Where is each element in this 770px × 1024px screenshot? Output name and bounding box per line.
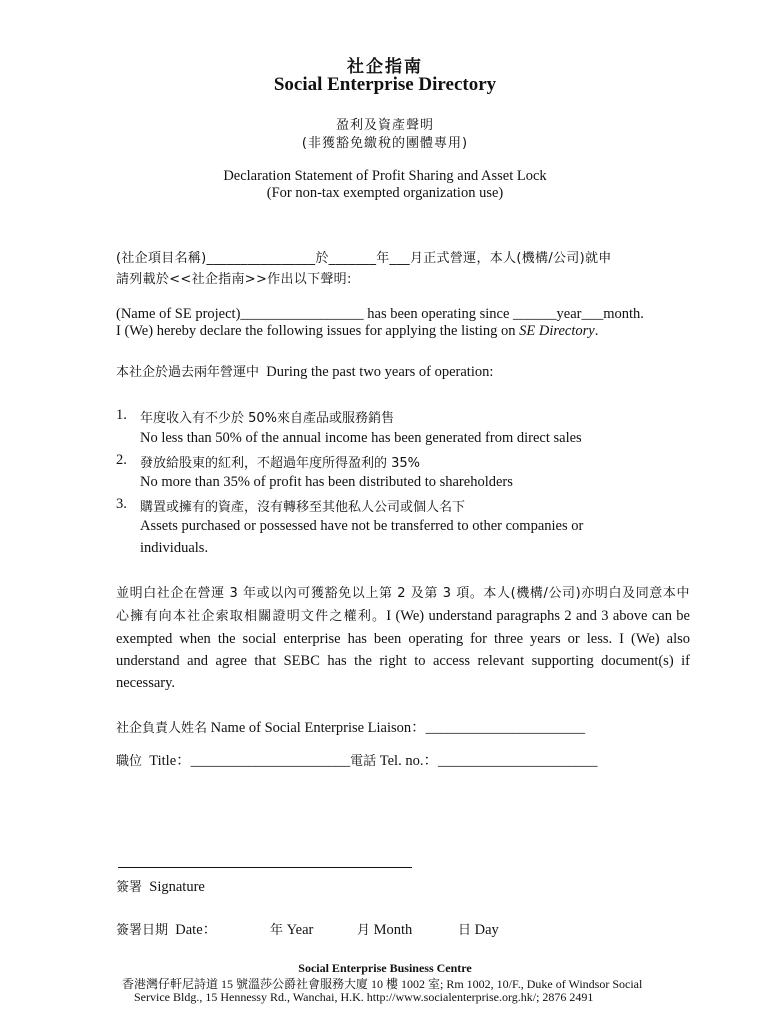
subtitle-en-2: (For non-tax exempted organization use) bbox=[266, 185, 504, 201]
liaison-row bbox=[116, 719, 585, 738]
subtitle-zh: 盈利及資產聲明 bbox=[335, 118, 434, 133]
item-3-zh: 購置或擁有的資產，沒有轉移至其他私人公司或個人名下 bbox=[140, 500, 466, 515]
period-zh: 本社企於過去兩年營運中 bbox=[116, 365, 260, 380]
title-zh: 社企指南 bbox=[347, 57, 423, 77]
item-3-en: Assets purchased or possessed have not be transferred to other companies or bbox=[140, 518, 584, 534]
year-en: Year bbox=[286, 922, 314, 938]
liaison-en[interactable]: Name of Social Enterprise Liaison：______________________ bbox=[210, 720, 586, 736]
item-3-num: 3. bbox=[116, 496, 127, 512]
subtitle-en: Declaration Statement of Profit Sharing and Asset Lock bbox=[223, 168, 547, 184]
intro-en-line1: (Name of SE project)_________________ has been operating since ______year___month. bbox=[116, 306, 644, 322]
title-zh-label: 職位 bbox=[116, 754, 143, 769]
signature-zh: 簽署 bbox=[116, 880, 143, 895]
footer-title: Social Enterprise Business Centre bbox=[298, 961, 472, 975]
tel-field[interactable]: Tel. no.：______________________ bbox=[379, 753, 598, 769]
item-1-en: No less than 50% of the annual income has been generated from direct sales bbox=[140, 430, 582, 446]
intro-zh-line1: (社企項目名稱)________________於_______年___月正式營運，本人(機構/公司)就申 bbox=[116, 251, 612, 266]
intro-en-line2 bbox=[116, 322, 598, 340]
date-month[interactable] bbox=[357, 921, 412, 940]
signature-en: Signature bbox=[149, 879, 205, 895]
footer-line1: 香港灣仔軒尼詩道 15 號溫莎公爵社會服務大廈 10 樓 1002 室; Rm 1002, 10/F., Duke of Windsor Social bbox=[122, 977, 643, 991]
period-en: During the past two years of operation: bbox=[266, 364, 494, 380]
year-zh: 年 bbox=[270, 923, 284, 938]
intro-zh-line2: 請列載於<<社企指南>>作出以下聲明: bbox=[116, 272, 352, 287]
day-zh: 日 bbox=[458, 923, 472, 938]
item-2-zh: 發放給股東的紅利，不超過年度所得盈利的 35% bbox=[140, 456, 421, 471]
title-tel-row bbox=[116, 752, 597, 771]
exemption-clause bbox=[116, 582, 690, 694]
subtitle-zh-2: (非獲豁免繳稅的團體專用) bbox=[301, 136, 469, 151]
date-label-row bbox=[116, 921, 217, 940]
date-zh: 簽署日期 bbox=[116, 923, 169, 938]
day-en: Day bbox=[474, 922, 499, 938]
date-day[interactable] bbox=[458, 921, 499, 940]
title-en: Social Enterprise Directory bbox=[273, 74, 497, 95]
title-field[interactable]: Title：______________________ bbox=[149, 753, 351, 769]
signature-row bbox=[116, 878, 205, 897]
item-1-num: 1. bbox=[116, 407, 127, 423]
item-3-en-2: individuals. bbox=[140, 540, 209, 556]
period-line bbox=[116, 363, 493, 382]
intro-en-line2-text: I (We) hereby declare the following issues for applying the listing on bbox=[116, 323, 520, 339]
item-1-zh: 年度收入有不少於 50%來自產品或服務銷售 bbox=[140, 411, 395, 426]
month-en: Month bbox=[373, 922, 413, 938]
footer-address-line2: Service Bldg., 15 Hennessy Rd., Wanchai, H.K. http://www.socialenterprise.org.hk/; 2876 2491 bbox=[134, 990, 594, 1004]
tel-zh-label: 電話 bbox=[350, 754, 377, 769]
intro-en-line2-end: . bbox=[594, 323, 599, 339]
signature-line[interactable] bbox=[118, 867, 412, 868]
date-en: Date： bbox=[175, 922, 218, 938]
clause-zh: 並明白社企在營運 3 年或以內可獲豁免以上第 2 及第 3 項。本人(機構/公司)亦明白及同意本中心擁有向本社企索取相關證明文件之權利。 bbox=[116, 586, 690, 624]
date-year[interactable] bbox=[270, 921, 313, 940]
month-zh: 月 bbox=[357, 923, 371, 938]
item-2-num: 2. bbox=[116, 452, 127, 468]
se-directory-name: SE Directory bbox=[519, 323, 595, 339]
item-2-en: No more than 35% of profit has been distributed to shareholders bbox=[140, 474, 513, 490]
liaison-zh: 社企負責人姓名 bbox=[116, 721, 208, 736]
clause-en: I (We) understand paragraphs 2 and 3 above can be exempted when the social enterprise has been operating for three years or less. I (We) also understand and agree that SEBC has the right to access relevant supporting document(s) if necessary. bbox=[116, 608, 690, 691]
